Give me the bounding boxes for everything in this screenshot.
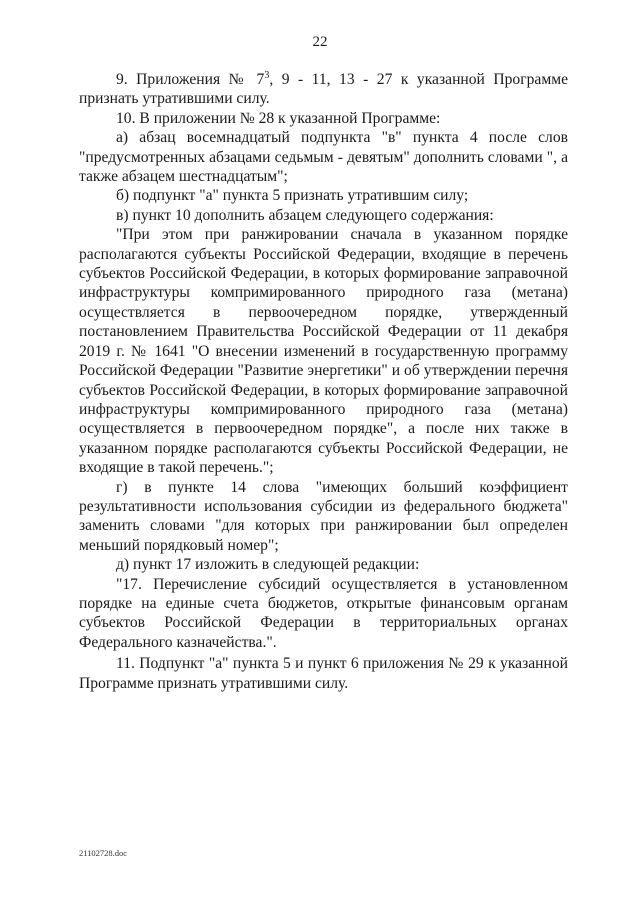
paragraph-9-text-end: , 9 - 11, 13 - 27 к указанной Программе признать утратившими силу. xyxy=(79,71,568,108)
document-body xyxy=(79,70,568,693)
subitem-g: г) в пункте 14 слова "имеющих больший коэффициент результативности использования субсидии из федерального бюджета" заменить словами "для которых при ранжировании был определен меньший порядковый номер"; xyxy=(79,478,568,554)
paragraph-9 xyxy=(79,70,568,109)
subitem-a: а) абзац восемнадцатый подпункта "в" пункта 4 после слов "предусмотренных абзацами седьмым - девятым" дополнить словами ", а также абзацем шестнадцатым"; xyxy=(79,129,568,186)
paragraph-9-text-start: 9. Приложения № 7 xyxy=(116,71,265,88)
page-number: 22 xyxy=(312,34,328,50)
subitem-d: д) пункт 17 изложить в следующей редакции: xyxy=(116,556,420,574)
document-filename-footer: 21102728.doc xyxy=(79,848,128,858)
subitem-v: в) пункт 10 дополнить абзацем следующего содержания: xyxy=(116,206,494,224)
paragraph-11: 11. Подпункт "а" пункта 5 и пункт 6 приложения № 29 к указанной Программе признать утратившими силу. xyxy=(79,655,568,692)
appendix-number-superscript: 3 xyxy=(264,70,270,81)
quoted-paragraph-17: "17. Перечисление субсидий осуществляется в установленном порядке на единые счета бюджетов, открытые финансовым органам субъектов Российской Федерации в территориальных органах Федерального казначейства.". xyxy=(79,575,568,651)
subitem-b: б) подпункт "а" пункта 5 признать утратившим силу; xyxy=(116,187,469,205)
paragraph-10-heading: 10. В приложении № 28 к указанной Программе: xyxy=(116,109,441,127)
quoted-paragraph-ranking: "При этом при ранжировании сначала в указанном порядке располагаются субъекты Российской Федерации, входящие в перечень субъектов Российской Федерации, в которых формирование заправочной инфраструктуры компримированного природного газа (метана) осуществляется в первоочередном порядке, утвержденный постановлением Правительства Российской Федерации от 11 декабря 2019 г. № 1641 "О внесении изменений в государственную программу Российской Федерации "Развитие энергетики" и об утверждении перечня субъектов Российской Федерации, в которых формирование заправочной инфраструктуры компримированного природного газа (метана) осуществляется в первоочередном порядке", а после них также в указанном порядке располагаются субъекты Российской Федерации, не входящие в такой перечень."; xyxy=(79,226,568,477)
